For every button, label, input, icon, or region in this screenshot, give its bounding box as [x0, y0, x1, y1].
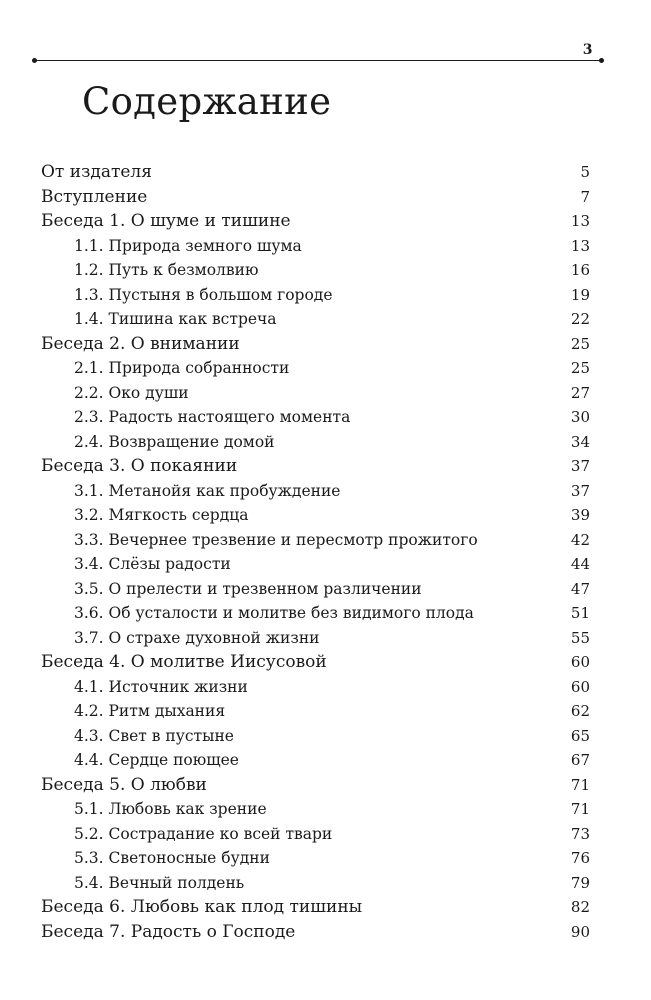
toc-entry-page: 51 — [570, 604, 590, 622]
toc-entry-label: 2.3. Радость настоящего момента — [74, 408, 351, 426]
toc-entry-page: 5 — [580, 163, 590, 181]
toc-entry-chapter — [41, 332, 590, 357]
toc-entry-page: 37 — [570, 457, 590, 475]
toc-entry-page: 71 — [570, 800, 590, 818]
page-number: 3 — [582, 42, 593, 58]
toc-entry-chapter — [41, 650, 590, 675]
toc-entry-page: 55 — [570, 628, 590, 647]
toc-entry-label: 3.5. О прелести и трезвенном различении — [74, 579, 422, 598]
toc-entry-page: 39 — [570, 506, 590, 524]
toc-entry-section — [41, 528, 590, 553]
page-title: Содержание — [82, 80, 332, 123]
toc-entry-section — [41, 503, 590, 528]
toc-entry-page: 42 — [570, 530, 590, 549]
toc-entry-label: 2.1. Природа собранности — [74, 359, 290, 377]
toc-entry-page: 37 — [570, 481, 590, 500]
toc-entry-section — [41, 356, 590, 381]
toc-entry-page: 62 — [570, 702, 590, 720]
toc-entry-section — [41, 675, 590, 700]
toc-entry-label: 1.1. Природа земного шума — [74, 236, 302, 255]
toc-entry-section — [41, 724, 590, 749]
toc-entry-page: 16 — [570, 261, 590, 279]
toc-entry-label: 3.6. Об усталости и молитве без видимого плода — [74, 604, 474, 622]
toc-entry-label: Беседа 7. Радость о Господе — [41, 921, 296, 942]
toc-entry-label: 1.2. Путь к безмолвию — [74, 261, 259, 279]
toc-entry-label: От издателя — [41, 162, 152, 182]
toc-entry-page: 27 — [570, 383, 590, 402]
toc-entry-section — [41, 258, 590, 283]
toc-entry-section — [41, 234, 590, 259]
toc-entry-page: 7 — [580, 187, 590, 206]
toc-entry-label: 4.3. Свет в пустыне — [74, 726, 234, 745]
toc-entry-page: 71 — [570, 775, 590, 794]
toc-entry-label: 4.1. Источник жизни — [74, 677, 248, 696]
toc-entry-label: 3.3. Вечернее трезвение и пересмотр прожитого — [74, 530, 478, 549]
toc-entry-page: 19 — [570, 285, 590, 304]
toc-entry-label: Вступление — [41, 186, 148, 207]
toc-entry-label: 5.1. Любовь как зрение — [74, 800, 267, 818]
toc-entry-chapter — [41, 209, 590, 234]
toc-entry-chapter — [41, 185, 590, 210]
toc-entry-page: 60 — [570, 653, 590, 671]
toc-entry-section — [41, 577, 590, 602]
toc-entry-section — [41, 479, 590, 504]
toc-entry-label: 2.2. Око души — [74, 383, 189, 402]
toc-entry-page: 60 — [570, 677, 590, 696]
toc-entry-chapter — [41, 773, 590, 798]
toc-entry-label: Беседа 2. О внимании — [41, 333, 240, 354]
toc-entry-section — [41, 552, 590, 577]
toc-entry-label: 5.3. Светоносные будни — [74, 849, 270, 867]
toc-entry-section — [41, 283, 590, 308]
toc-entry-label: 5.4. Вечный полдень — [74, 873, 245, 892]
toc-entry-label: 1.4. Тишина как встреча — [74, 310, 277, 328]
toc-entry-label: 5.2. Сострадание ко всей твари — [74, 824, 333, 843]
toc-entry-label: 4.4. Сердце поющее — [74, 751, 239, 769]
toc-entry-section — [41, 405, 590, 430]
toc-entry-section — [41, 797, 590, 822]
toc-entry-page: 30 — [570, 408, 590, 426]
toc-entry-page: 47 — [570, 579, 590, 598]
toc-entry-page: 79 — [570, 873, 590, 892]
toc-entry-page: 90 — [570, 922, 590, 941]
toc-entry-section — [41, 748, 590, 773]
toc-entry-chapter — [41, 920, 590, 945]
toc-entry-label: Беседа 3. О покаянии — [41, 456, 238, 476]
toc-entry-page: 65 — [570, 726, 590, 745]
toc-entry-page: 25 — [570, 334, 590, 353]
toc-entry-section — [41, 381, 590, 406]
toc-entry-label: Беседа 1. О шуме и тишине — [41, 211, 291, 231]
toc-entry-label: Беседа 4. О молитве Иисусовой — [41, 652, 327, 672]
toc-entry-section — [41, 822, 590, 847]
toc-entry-label: 3.4. Слёзы радости — [74, 555, 231, 573]
toc-entry-section — [41, 307, 590, 332]
toc-entry-section — [41, 846, 590, 871]
toc-entry-label: 4.2. Ритм дыхания — [74, 702, 226, 720]
toc-entry-page: 73 — [570, 824, 590, 843]
toc-entry-page: 76 — [570, 849, 590, 867]
toc-entry-section — [41, 430, 590, 455]
toc-entry-page: 22 — [570, 310, 590, 328]
toc-entry-chapter — [41, 895, 590, 920]
toc-entry-page: 13 — [570, 212, 590, 230]
toc-entry-label: Беседа 5. О любви — [41, 774, 207, 795]
toc-entry-section — [41, 871, 590, 896]
table-of-contents — [41, 160, 590, 944]
toc-entry-page: 34 — [570, 432, 590, 451]
toc-entry-page: 13 — [570, 236, 590, 255]
toc-entry-label: 3.7. О страхе духовной жизни — [74, 628, 320, 647]
toc-entry-section — [41, 626, 590, 651]
toc-entry-section — [41, 601, 590, 626]
toc-entry-label: 1.3. Пустыня в большом городе — [74, 285, 333, 304]
toc-entry-page: 44 — [570, 555, 590, 573]
toc-entry-chapter — [41, 454, 590, 479]
toc-entry-page: 25 — [570, 359, 590, 377]
toc-entry-label: 3.2. Мягкость сердца — [74, 506, 249, 524]
toc-entry-label: 2.4. Возвращение домой — [74, 432, 275, 451]
toc-entry-label: Беседа 6. Любовь как плод тишины — [41, 897, 363, 917]
header-rule — [34, 60, 602, 61]
toc-entry-page: 67 — [570, 751, 590, 769]
toc-entry-label: 3.1. Метанойя как пробуждение — [74, 481, 341, 500]
toc-entry-section — [41, 699, 590, 724]
toc-entry-chapter — [41, 160, 590, 185]
toc-entry-page: 82 — [570, 898, 590, 916]
